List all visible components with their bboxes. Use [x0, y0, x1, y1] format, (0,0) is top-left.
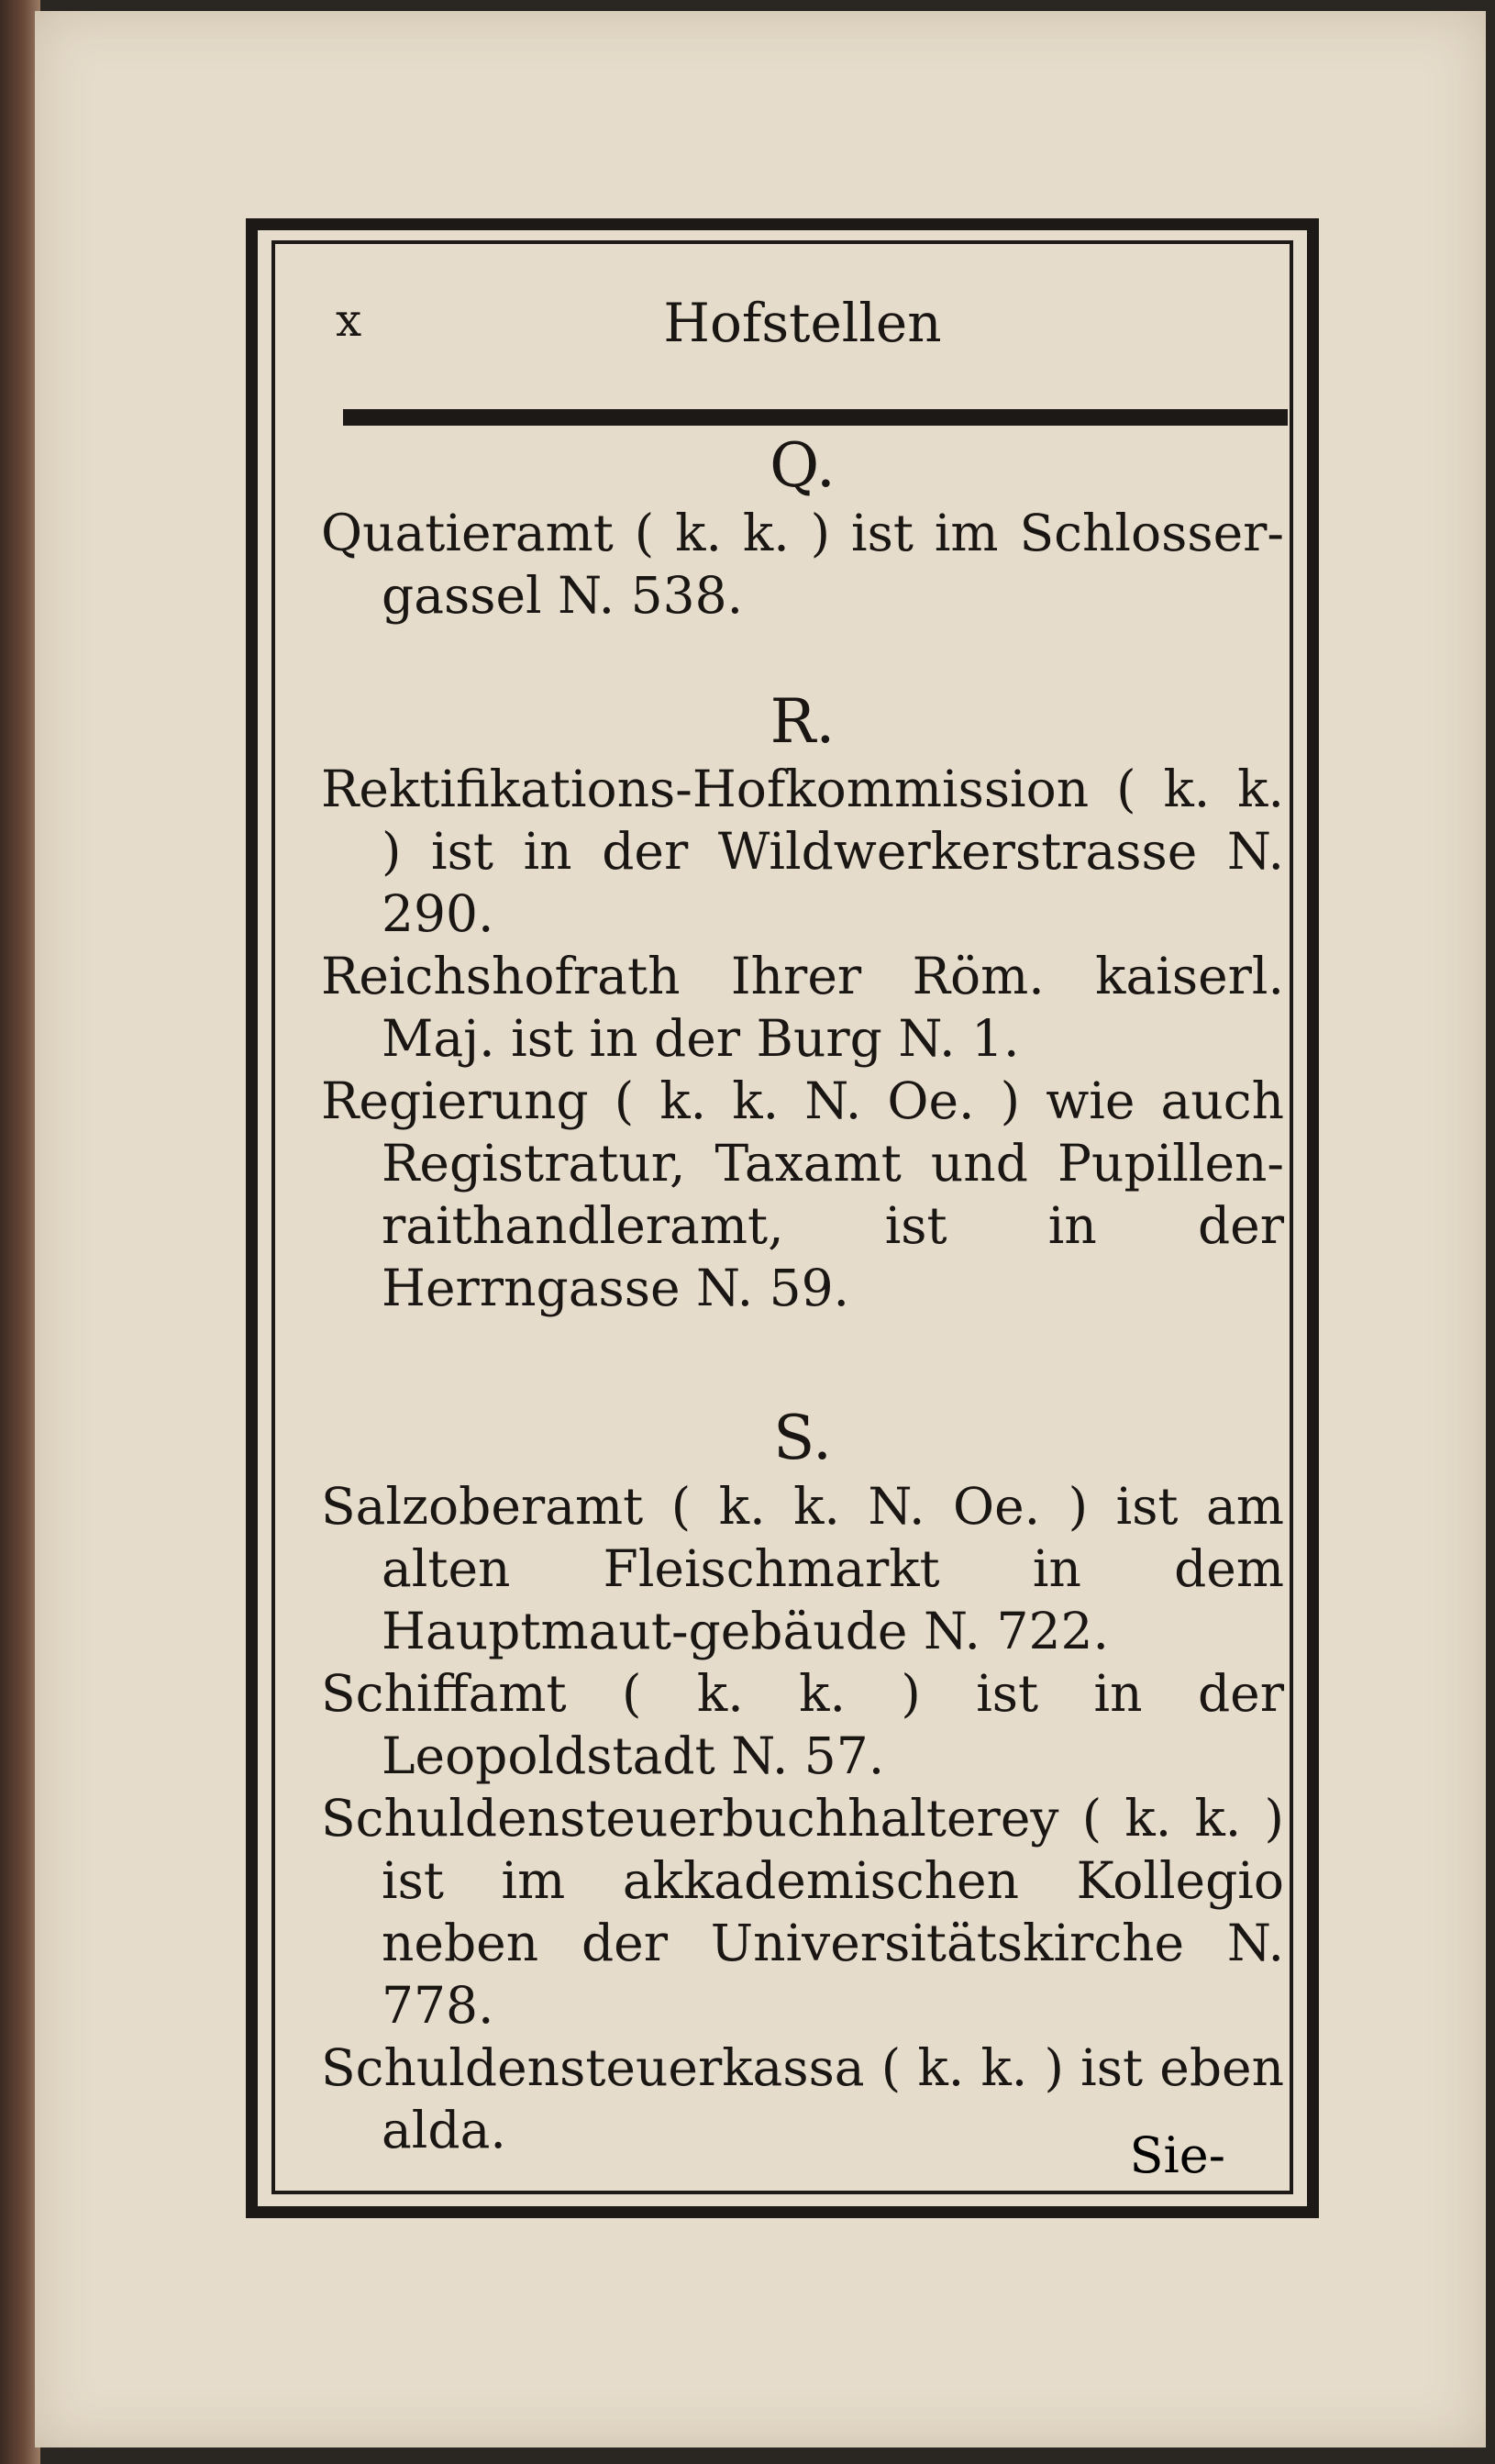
- entry: Rektifikations-Hofkommission ( k. k. ) ist in der Wildwerkerstrasse N. 290.: [321, 760, 1284, 944]
- entry: Schiffamt ( k. k. ) ist in der Leopoldstadt N. 57.: [321, 1663, 1284, 1785]
- running-title: Hofstellen: [663, 292, 942, 354]
- catchword: Sie-: [1129, 2126, 1225, 2184]
- entry: Schuldensteuerkassa ( k. k. ) ist eben alda.: [321, 2037, 1284, 2159]
- section-r: [321, 685, 1284, 1319]
- header-rule: [343, 409, 1288, 426]
- page-content: [321, 275, 1284, 2161]
- entry: Regierung ( k. k. N. Oe. ) wie auch Registratur, Taxamt und Pupillen-raithandleramt, ist in der Herrngasse N. 59.: [321, 1071, 1284, 1318]
- page-number: x: [336, 294, 364, 347]
- entry: Schuldensteuerbuchhalterey ( k. k. ) ist im akkademischen Kollegio neben der Universitätskirche N. 778.: [321, 1788, 1284, 2035]
- entry: Salzoberamt ( k. k. N. Oe. ) ist am alten Fleischmarkt in dem Hauptmaut-gebäude N. 722.: [321, 1476, 1284, 1660]
- section-q: [321, 429, 1284, 627]
- page-header: [321, 275, 1284, 358]
- catchword-area: [321, 2110, 1284, 2183]
- section-letter: S.: [773, 1403, 832, 1474]
- entry: Reichshofrath Ihrer Röm. kaiserl. Maj. ist in der Burg N. 1.: [321, 947, 1284, 1069]
- section-letter: Q.: [770, 430, 836, 501]
- section-s: [321, 1402, 1284, 2160]
- entry: Quatieramt ( k. k. ) ist im Schlosser-gassel N. 538.: [321, 504, 1284, 626]
- section-letter: R.: [770, 686, 836, 758]
